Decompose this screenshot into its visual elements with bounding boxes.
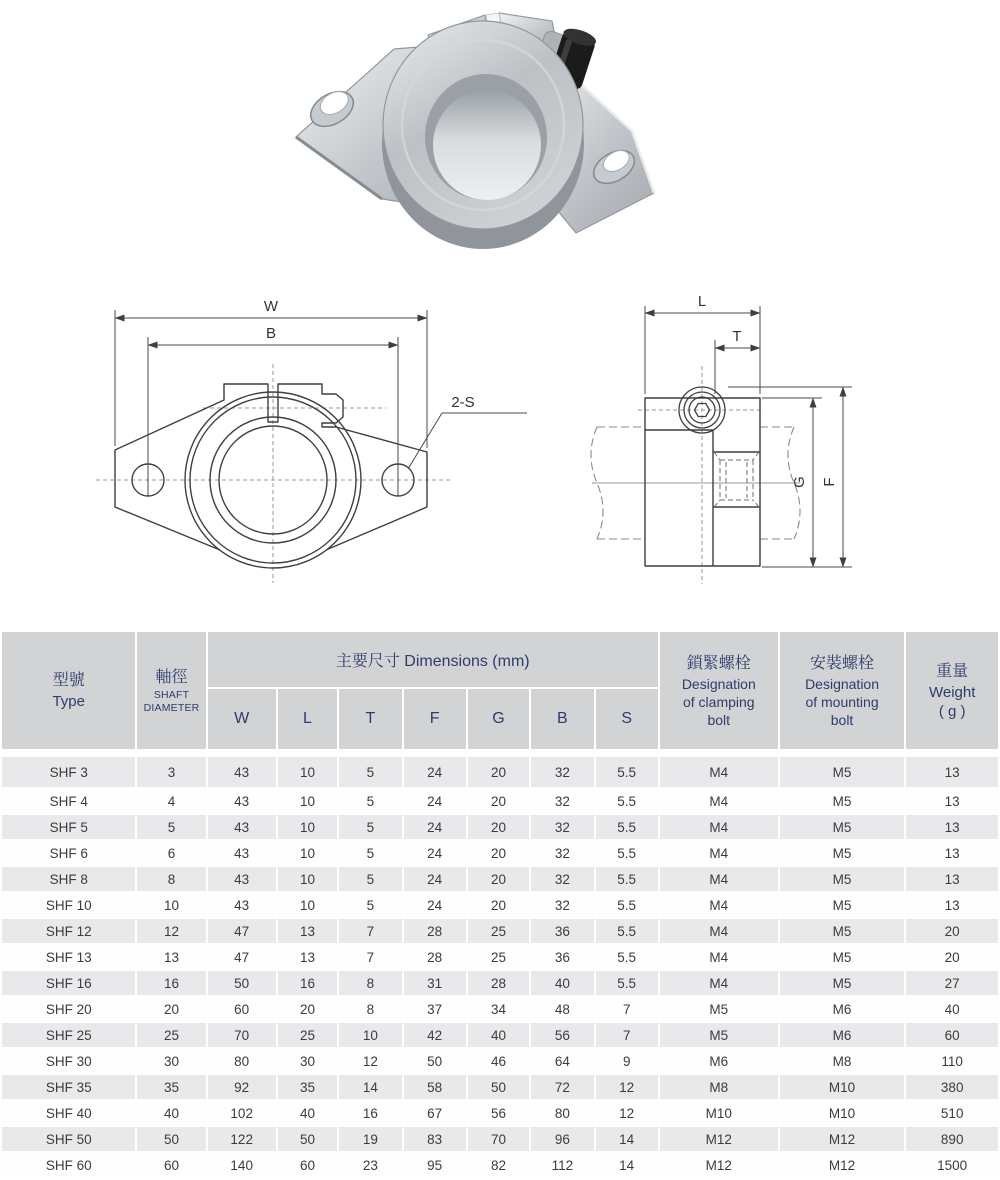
table-cell: SHF 20	[2, 997, 135, 1021]
dim-label-F: F	[821, 477, 838, 487]
table-cell: 50	[278, 1127, 337, 1151]
table-cell: 13	[906, 841, 998, 865]
table-cell: SHF 16	[2, 971, 135, 995]
table-cell: M5	[780, 841, 905, 865]
table-cell: M5	[780, 867, 905, 891]
table-cell: 5.5	[596, 945, 658, 969]
spec-table-header	[2, 632, 998, 749]
table-cell: 20	[468, 893, 529, 917]
table-cell: M8	[780, 1049, 905, 1073]
table-cell: 112	[531, 1153, 593, 1177]
table-cell: 9	[596, 1049, 658, 1073]
table-cell: 20	[468, 867, 529, 891]
table-cell: 48	[531, 997, 593, 1021]
table-cell: 43	[208, 867, 276, 891]
table-cell: 34	[468, 997, 529, 1021]
table-cell: M4	[660, 893, 778, 917]
table-cell: 32	[531, 815, 593, 839]
col-header-G: G	[468, 689, 529, 749]
table-cell: M4	[660, 867, 778, 891]
table-cell: M4	[660, 751, 778, 787]
table-cell: 110	[906, 1049, 998, 1073]
table-cell: 83	[404, 1127, 466, 1151]
col-header-T: T	[339, 689, 401, 749]
table-cell: SHF 4	[2, 789, 135, 813]
table-cell: M6	[780, 1023, 905, 1047]
dim-label-G: G	[791, 476, 808, 488]
table-cell: 24	[404, 867, 466, 891]
table-cell: 13	[278, 919, 337, 943]
table-cell: 5.5	[596, 867, 658, 891]
table-cell: 20	[468, 751, 529, 787]
table-cell: 20	[468, 815, 529, 839]
table-cell: 32	[531, 751, 593, 787]
table-cell: 25	[137, 1023, 205, 1047]
table-cell: 16	[137, 971, 205, 995]
table-cell: 19	[339, 1127, 401, 1151]
table-cell: 50	[137, 1127, 205, 1151]
flange-outline	[115, 384, 427, 568]
front-view-drawing	[90, 280, 530, 595]
table-cell: 8	[339, 997, 401, 1021]
table-cell: 24	[404, 751, 466, 787]
table-row	[2, 867, 998, 891]
table-cell: M8	[660, 1075, 778, 1099]
table-cell: 5.5	[596, 789, 658, 813]
table-cell: 46	[468, 1049, 529, 1073]
clamping-label-zh: 鎖緊螺栓	[686, 654, 751, 672]
table-cell: 82	[468, 1153, 529, 1177]
table-cell: 20	[906, 919, 998, 943]
table-cell: 20	[906, 945, 998, 969]
table-cell: 40	[137, 1101, 205, 1125]
table-cell: 10	[278, 815, 337, 839]
table-cell: 13	[906, 893, 998, 917]
table-cell: 10	[339, 1023, 401, 1047]
table-row	[2, 1049, 998, 1073]
table-cell: SHF 12	[2, 919, 135, 943]
table-cell: 24	[404, 841, 466, 865]
table-cell: 122	[208, 1127, 276, 1151]
table-cell: 95	[404, 1153, 466, 1177]
table-cell: 10	[278, 841, 337, 865]
table-cell: M4	[660, 815, 778, 839]
table-cell: SHF 6	[2, 841, 135, 865]
table-cell: 13	[137, 945, 205, 969]
mounting-label-en3: bolt	[830, 711, 854, 728]
table-cell: 14	[596, 1127, 658, 1151]
table-row	[2, 971, 998, 995]
table-cell: SHF 25	[2, 1023, 135, 1047]
table-cell: 5.5	[596, 919, 658, 943]
table-cell: 56	[468, 1101, 529, 1125]
table-row	[2, 1127, 998, 1151]
table-cell: 140	[208, 1153, 276, 1177]
table-cell: M5	[780, 751, 905, 787]
col-header-shaft-diameter	[137, 632, 205, 749]
table-cell: 24	[404, 815, 466, 839]
table-cell: 7	[596, 1023, 658, 1047]
table-cell: 5	[339, 893, 401, 917]
table-cell: 56	[531, 1023, 593, 1047]
table-cell: 32	[531, 789, 593, 813]
table-cell: M12	[660, 1153, 778, 1177]
table-cell: 67	[404, 1101, 466, 1125]
table-cell: M10	[780, 1101, 905, 1125]
dim-F	[728, 387, 852, 567]
table-cell: 20	[137, 997, 205, 1021]
table-cell: 8	[137, 867, 205, 891]
table-cell: M12	[780, 1127, 905, 1151]
table-cell: 27	[906, 971, 998, 995]
table-cell: 28	[468, 971, 529, 995]
spec-table-body	[2, 751, 998, 1177]
table-cell: 13	[906, 751, 998, 787]
table-cell: 7	[339, 919, 401, 943]
table-cell: M4	[660, 945, 778, 969]
table-cell: 1500	[906, 1153, 998, 1177]
table-cell: 70	[468, 1127, 529, 1151]
table-cell: 25	[468, 919, 529, 943]
table-row	[2, 919, 998, 943]
table-row	[2, 751, 998, 787]
table-cell: M5	[660, 997, 778, 1021]
table-cell: M12	[660, 1127, 778, 1151]
col-header-W: W	[208, 689, 276, 749]
table-cell: 40	[531, 971, 593, 995]
table-cell: SHF 30	[2, 1049, 135, 1073]
table-cell: M12	[780, 1153, 905, 1177]
table-cell: M6	[660, 1049, 778, 1073]
table-cell: 10	[278, 867, 337, 891]
product-photo	[280, 5, 740, 255]
table-cell: 12	[596, 1101, 658, 1125]
table-cell: 5.5	[596, 841, 658, 865]
table-cell: 380	[906, 1075, 998, 1099]
table-cell: 5.5	[596, 751, 658, 787]
dim-label-W: W	[263, 298, 279, 315]
table-cell: 50	[468, 1075, 529, 1099]
table-cell: 58	[404, 1075, 466, 1099]
table-cell: 72	[531, 1075, 593, 1099]
table-cell: 20	[468, 841, 529, 865]
table-cell: 96	[531, 1127, 593, 1151]
weight-label-zh: 重量	[936, 662, 969, 680]
table-row	[2, 945, 998, 969]
table-cell: 32	[531, 841, 593, 865]
centerlines	[638, 366, 764, 584]
table-cell: 5.5	[596, 893, 658, 917]
table-cell: 31	[404, 971, 466, 995]
weight-label-en: Weight	[928, 683, 976, 701]
table-cell: 43	[208, 751, 276, 787]
col-header-dimensions-group: 主要尺寸 Dimensions (mm)	[208, 632, 658, 687]
col-header-L: L	[278, 689, 337, 749]
shaft-label-en1: SHAFT	[153, 688, 190, 701]
col-header-clamping-bolt	[660, 632, 778, 749]
table-cell: 35	[278, 1075, 337, 1099]
table-cell: 7	[596, 997, 658, 1021]
table-cell: 60	[906, 1023, 998, 1047]
table-cell: 13	[906, 815, 998, 839]
table-cell: 42	[404, 1023, 466, 1047]
mounting-label-zh: 安裝螺栓	[810, 654, 875, 672]
table-cell: 20	[278, 997, 337, 1021]
table-cell: M4	[660, 841, 778, 865]
table-row	[2, 1153, 998, 1177]
table-cell: 6	[137, 841, 205, 865]
ring-body	[382, 21, 584, 249]
table-cell: SHF 10	[2, 893, 135, 917]
table-cell: 60	[208, 997, 276, 1021]
table-cell: 12	[339, 1049, 401, 1073]
table-cell: 28	[404, 919, 466, 943]
table-cell: 40	[468, 1023, 529, 1047]
table-row	[2, 815, 998, 839]
table-cell: 28	[404, 945, 466, 969]
table-cell: SHF 13	[2, 945, 135, 969]
clamping-label-en3: bolt	[707, 711, 731, 728]
mounting-label-en1: Designation	[805, 675, 879, 692]
dim-label-B: B	[265, 325, 277, 342]
table-cell: M4	[660, 919, 778, 943]
table-cell: SHF 40	[2, 1101, 135, 1125]
table-cell: 3	[137, 751, 205, 787]
table-row	[2, 1075, 998, 1099]
table-cell: 890	[906, 1127, 998, 1151]
table-cell: M10	[780, 1075, 905, 1099]
table-cell: 13	[906, 867, 998, 891]
mounting-label-en2: of mounting	[805, 693, 879, 710]
side-view-drawing	[580, 280, 930, 600]
table-cell: 24	[404, 789, 466, 813]
table-cell: M5	[780, 971, 905, 995]
table-cell: 70	[208, 1023, 276, 1047]
table-cell: 5.5	[596, 971, 658, 995]
table-cell: SHF 3	[2, 751, 135, 787]
table-row	[2, 893, 998, 917]
table-cell: 43	[208, 815, 276, 839]
table-cell: 50	[208, 971, 276, 995]
table-cell: 14	[339, 1075, 401, 1099]
shaft-label-en2: DIAMETER	[143, 701, 200, 714]
table-cell: 10	[278, 893, 337, 917]
table-cell: M6	[780, 997, 905, 1021]
table-cell: 47	[208, 945, 276, 969]
table-row	[2, 997, 998, 1021]
table-row	[2, 841, 998, 865]
spec-table	[0, 630, 1000, 1179]
table-cell: 12	[596, 1075, 658, 1099]
col-header-F: F	[404, 689, 466, 749]
table-cell: 43	[208, 893, 276, 917]
table-cell: 60	[137, 1153, 205, 1177]
dim-label-T: T	[732, 328, 742, 345]
thread-hidden-lines	[714, 452, 759, 507]
callout-2S-leader	[408, 413, 527, 469]
type-label-zh: 型號	[52, 672, 85, 689]
table-cell: M5	[780, 893, 905, 917]
dim-label-L: L	[697, 293, 707, 310]
col-header-mounting-bolt	[780, 632, 905, 749]
table-cell: M5	[660, 1023, 778, 1047]
table-cell: 24	[404, 893, 466, 917]
table-cell: 16	[339, 1101, 401, 1125]
table-cell: 50	[404, 1049, 466, 1073]
table-cell: 4	[137, 789, 205, 813]
table-cell: 13	[278, 945, 337, 969]
table-cell: 12	[137, 919, 205, 943]
table-cell: 102	[208, 1101, 276, 1125]
table-cell: M5	[780, 919, 905, 943]
table-cell: 5	[339, 841, 401, 865]
table-cell: SHF 60	[2, 1153, 135, 1177]
table-cell: M4	[660, 789, 778, 813]
table-cell: SHF 8	[2, 867, 135, 891]
table-row	[2, 1023, 998, 1047]
table-cell: 43	[208, 789, 276, 813]
weight-label-unit: ( g )	[938, 702, 966, 720]
table-cell: 92	[208, 1075, 276, 1099]
table-cell: 36	[531, 945, 593, 969]
table-cell: 60	[278, 1153, 337, 1177]
table-cell: 5	[137, 815, 205, 839]
table-cell: 5	[339, 789, 401, 813]
table-cell: 25	[468, 945, 529, 969]
table-cell: 5.5	[596, 815, 658, 839]
table-cell: 23	[339, 1153, 401, 1177]
table-cell: 13	[906, 789, 998, 813]
table-cell: 32	[531, 867, 593, 891]
table-cell: SHF 35	[2, 1075, 135, 1099]
table-cell: M5	[780, 945, 905, 969]
table-cell: M4	[660, 971, 778, 995]
table-cell: 10	[278, 751, 337, 787]
col-header-type	[2, 632, 135, 749]
table-cell: 80	[531, 1101, 593, 1125]
table-cell: SHF 5	[2, 815, 135, 839]
table-cell: 36	[531, 919, 593, 943]
table-cell: 47	[208, 919, 276, 943]
table-cell: 40	[278, 1101, 337, 1125]
table-cell: 64	[531, 1049, 593, 1073]
callout-label-2S: 2-S	[451, 394, 475, 411]
col-header-B: B	[531, 689, 593, 749]
table-cell: 30	[278, 1049, 337, 1073]
table-cell: 14	[596, 1153, 658, 1177]
table-row	[2, 789, 998, 813]
clamping-label-en1: Designation	[681, 675, 756, 692]
table-cell: 5	[339, 815, 401, 839]
table-cell: M5	[780, 815, 905, 839]
table-cell: 8	[339, 971, 401, 995]
table-cell: M5	[780, 789, 905, 813]
table-cell: 7	[339, 945, 401, 969]
clamping-label-en2: of clamping	[682, 693, 755, 710]
dim-T	[715, 340, 760, 394]
table-cell: 35	[137, 1075, 205, 1099]
table-cell: SHF 50	[2, 1127, 135, 1151]
table-cell: M10	[660, 1101, 778, 1125]
type-label-en: Type	[52, 693, 85, 710]
table-cell: 40	[906, 997, 998, 1021]
col-header-weight	[906, 632, 998, 749]
table-cell: 10	[137, 893, 205, 917]
table-cell: 16	[278, 971, 337, 995]
table-cell: 10	[278, 789, 337, 813]
table-cell: 30	[137, 1049, 205, 1073]
table-cell: 80	[208, 1049, 276, 1073]
table-cell: 32	[531, 893, 593, 917]
table-cell: 510	[906, 1101, 998, 1125]
table-cell: 5	[339, 867, 401, 891]
table-cell: 25	[278, 1023, 337, 1047]
table-cell: 20	[468, 789, 529, 813]
table-row	[2, 1101, 998, 1125]
table-cell: 5	[339, 751, 401, 787]
table-cell: 37	[404, 997, 466, 1021]
table-cell: 43	[208, 841, 276, 865]
shaft-label-zh: 軸徑	[155, 668, 188, 686]
col-header-S: S	[596, 689, 658, 749]
